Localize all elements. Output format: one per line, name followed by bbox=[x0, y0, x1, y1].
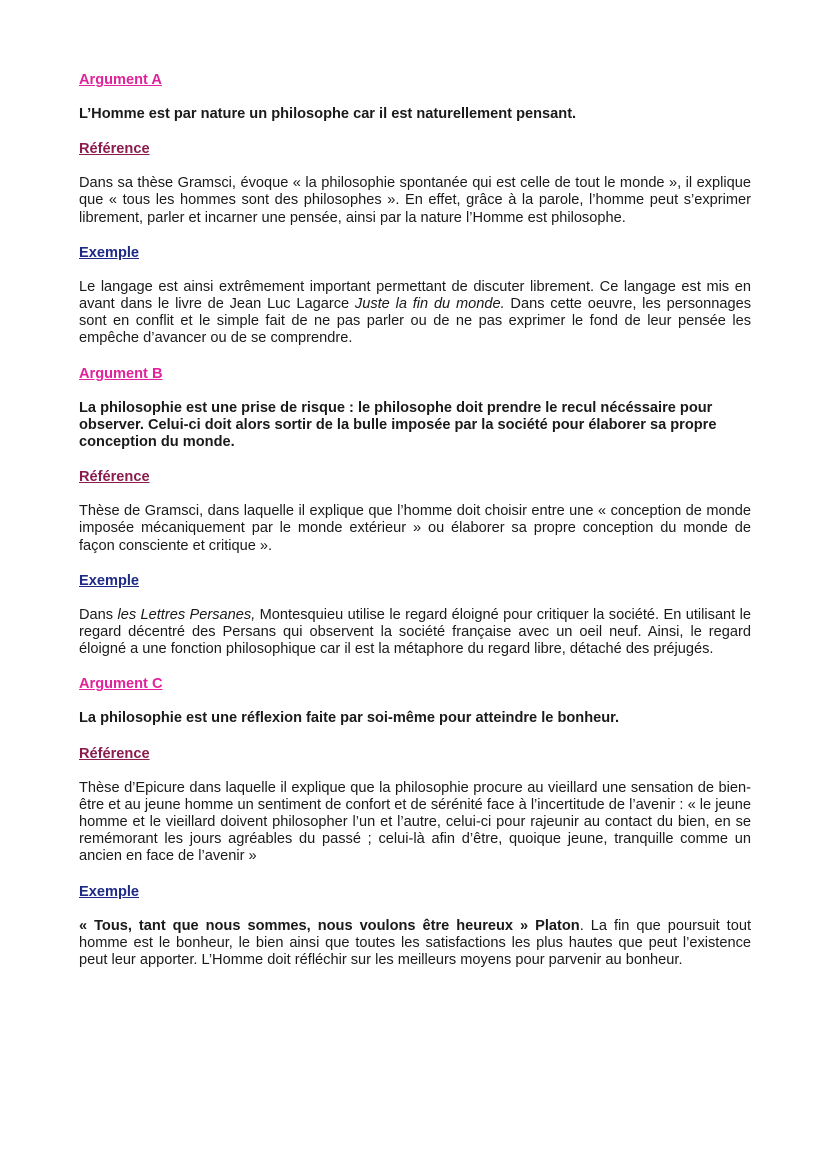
argument-b-thesis: La philosophie est une prise de risque : le philosophe doit prendre le recul nécéssaire pour observer. Celui-ci doit alors sortir de la bulle imposée par la société pour élaborer sa propre conception du monde. bbox=[79, 399, 717, 451]
argument-a-example-text bbox=[79, 279, 751, 348]
example-text-part: Le langage est ainsi extrêmement important permettant de discuter librement. Ce langage est mis en avant dans le livre de Jean Luc Lagarce bbox=[79, 278, 751, 313]
book-title: Juste la fin du monde. bbox=[354, 296, 505, 313]
platon-quote: « Tous, tant que nous sommes, nous voulons être heureux » Platon bbox=[79, 917, 580, 934]
argument-a-section bbox=[79, 72, 751, 348]
argument-c-reference-text: Thèse d’Epicure dans laquelle il explique que la philosophie procure au vieillard une sensation de bien-être et au jeune homme un sentiment de confort et de sérénité face à l’incertitude de l’avenir : « le jeune homme et le vieillard doivent philosopher l’un et l’autre, celui-ci pour rajeunir au contact du bien, en se remémorant les jours agréables du passé ; celui-là afin d’être, quoique jeune, tranquille comme un ancien en face de l’avenir » bbox=[79, 779, 751, 865]
example-text-part: Dans bbox=[79, 606, 118, 623]
argument-a-reference-heading: Référence bbox=[79, 141, 150, 158]
argument-c-example-heading: Exemple bbox=[79, 883, 140, 900]
argument-b-example-text bbox=[79, 607, 751, 659]
argument-c-reference-heading: Référence bbox=[79, 745, 150, 762]
argument-a-heading: Argument A bbox=[79, 72, 162, 88]
example-text-part: . La fin que poursuit tout homme est le bonheur, le bien ainsi que toutes les satisfactions les plus hautes que peut l’existence peut leur apporter. L’Homme doit réfléchir sur les meilleurs moyens pour parvenir au bonheur. bbox=[79, 917, 751, 969]
example-text-part: Dans cette oeuvre, les personnages sont en conflit et le simple fait de ne pas parler ou de ne pas exprimer le fond de leur pensée les empêche d’avancer ou de se comprendre. bbox=[79, 296, 752, 347]
argument-a-reference-text: Dans sa thèse Gramsci, évoque « la philosophie spontanée qui est celle de tout le monde », il explique que « tous les hommes sont des philosophes ». En effet, grâce à la parole, l’homme peut s’exprimer librement, parler et incarner une pensée, ainsi par la nature l’Homme est philosophe. bbox=[79, 175, 751, 226]
argument-b-reference-text: Thèse de Gramsci, dans laquelle il explique que l’homme doit choisir entre une « conception de monde imposée mécaniquement par le monde extérieur » ou élaborer sa propre conception du monde de façon consciente et critique ». bbox=[79, 503, 751, 554]
argument-c-section bbox=[79, 676, 751, 969]
example-text-part: Montesquieu utilise le regard éloigné pour critiquer la société. En utilisant le regard décentré des Persans qui observent la société française avec un oeil neuf. Ainsi, le regard éloigné a une fonction philosophique car il est la métaphore du regard libre, détaché des préjugés. bbox=[79, 606, 751, 658]
book-title: les Lettres Persanes, bbox=[117, 606, 256, 623]
argument-c-heading: Argument C bbox=[79, 676, 163, 693]
argument-b-heading: Argument B bbox=[79, 365, 163, 382]
argument-a-example-heading: Exemple bbox=[79, 244, 140, 261]
argument-b-reference-heading: Référence bbox=[79, 469, 150, 486]
document-page bbox=[79, 72, 751, 987]
argument-c-example-text bbox=[79, 918, 751, 970]
argument-b-section bbox=[79, 366, 751, 659]
argument-b-example-heading: Exemple bbox=[79, 572, 140, 589]
argument-c-thesis: La philosophie est une réflexion faite par soi-même pour atteindre le bonheur. bbox=[79, 710, 620, 727]
argument-a-thesis: L’Homme est par nature un philosophe car il est naturellement pensant. bbox=[79, 106, 577, 122]
